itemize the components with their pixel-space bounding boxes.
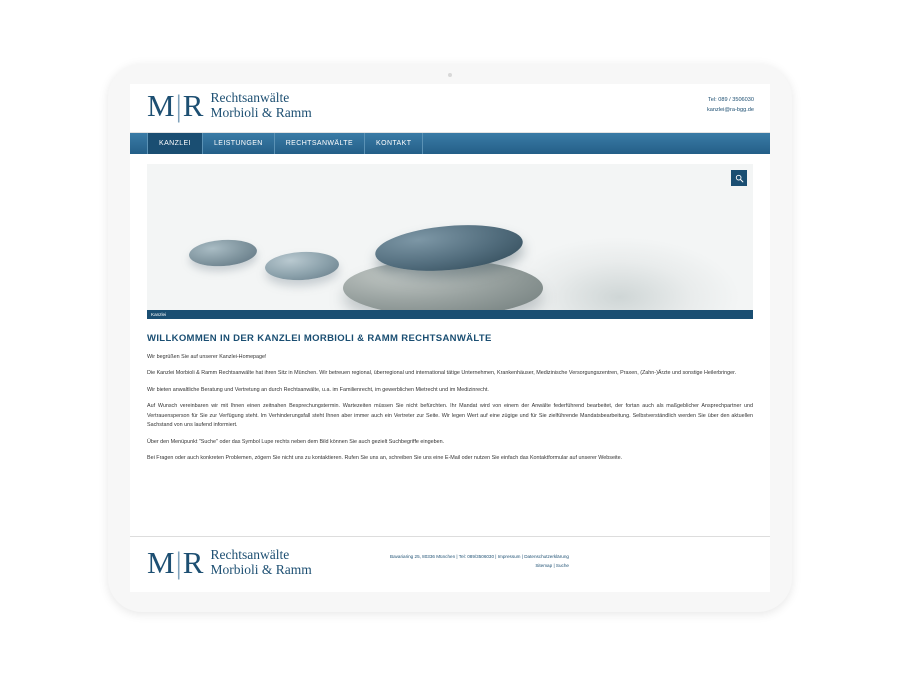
header-email-link[interactable]: kanzlei@ra-bgg.de xyxy=(706,106,754,113)
paragraph-search-hint: Über den Menüpunkt "Suche" oder das Symbol Lupe rechts neben dem Bild können Sie auch gezielt Suchbegriffe eingeben. xyxy=(147,438,445,445)
paragraph-appointment: Auf Wunsch vereinbaren wir mit Ihnen einen zeitnahen Besprechungstermin. Wartezeiten müssen Sie nicht befürchten. Ihr Mandat wird von einem der Anwälte federführend bearbeitet, der fortan auch als maßgeblicher Ansprechpartner und Vertrauensperson für Sie zur Verfügung steht. Im Verhinderungsfall steht Ihnen aber immer auch ein Vertreter zur Seite. Wir legen Wert auf eine zügige und für Sie zielführende Mandatsbearbeitung. Selbstverständlich werden Sie über den aktuellen Sachstand von uns laufend informiert. xyxy=(147,403,753,429)
logo-letter-r: R xyxy=(182,88,205,123)
site-footer xyxy=(130,536,770,592)
footer-logo-letter-m: M xyxy=(147,545,176,580)
website-page xyxy=(130,84,770,592)
logo-divider: | xyxy=(175,88,183,123)
hero-image-stones xyxy=(147,164,753,319)
paragraph-services: Wir bieten anwaltliche Beratung und Vertretung an durch Rechtsanwälte, u.a. im Familienrecht, im gewerblichen Mietrecht und im Medizinrecht. xyxy=(147,386,489,393)
main-navigation xyxy=(130,133,770,154)
logo-line-1: Rechtsanwälte xyxy=(210,89,290,105)
header-contact-block xyxy=(707,96,754,115)
footer-address-line[interactable]: Bavariaring 25, 80336 München | Tel: 089/3506030 | Impressum | Datenschutzerklärung xyxy=(390,554,569,559)
footer-links-line[interactable]: Sitemap | Suche xyxy=(535,562,569,568)
main-content xyxy=(147,319,753,464)
site-header xyxy=(130,84,770,133)
page-title: WILLKOMMEN IN DER KANZLEI MORBIOLI & RAMM RECHTSANWÄLTE xyxy=(147,333,492,344)
paragraph-contact-hint: Bei Fragen oder auch konkreten Problemen, zögern Sie nicht uns zu kontaktieren. Rufen Sie uns an, schreiben Sie uns eine E-Mail oder nutzen Sie einfach das Kontaktformular auf unserer Webseite. xyxy=(147,455,623,462)
footer-logo-letter-r: R xyxy=(182,545,205,580)
footer-logo-line-1: Rechtsanwälte xyxy=(210,546,290,562)
footer-logo-wordmark xyxy=(210,548,311,577)
tablet-screen xyxy=(130,84,770,592)
header-logo[interactable] xyxy=(147,90,312,121)
paragraph-intro: Wir begrüßen Sie auf unserer Kanzlei-Homepage! xyxy=(147,354,267,360)
footer-logo-divider: | xyxy=(175,545,183,580)
front-camera xyxy=(448,73,452,77)
hero-caption: Kanzlei xyxy=(147,310,753,319)
nav-item-kontakt[interactable]: KONTAKT xyxy=(365,133,423,154)
logo-letter-m: M xyxy=(147,88,176,123)
footer-logo-monogram xyxy=(147,547,204,578)
nav-item-rechtsanwaelte[interactable]: RECHTSANWÄLTE xyxy=(275,133,365,154)
nav-item-kanzlei[interactable]: KANZLEI xyxy=(147,133,203,154)
logo-line-2: Morbioli & Ramm xyxy=(210,104,312,120)
paragraph-about: Die Kanzlei Morbioli & Ramm Rechtsanwälte hat ihren Sitz in München. Wir betreuen regional, überregional und international tätige Unternehmen, Krankenhäuser, Medizinische Versorgungszentren, Praxen, (Zahn-)Ärzte und sonstige Heilerbringer. xyxy=(147,370,737,377)
hero-banner xyxy=(147,164,753,319)
nav-item-leistungen[interactable]: LEISTUNGEN xyxy=(203,133,275,154)
logo-wordmark xyxy=(210,91,311,120)
logo-monogram xyxy=(147,90,204,121)
tablet-device-frame xyxy=(108,64,792,612)
stone-shape xyxy=(264,250,339,282)
footer-meta xyxy=(390,553,569,570)
footer-logo[interactable] xyxy=(147,547,312,578)
footer-logo-line-2: Morbioli & Ramm xyxy=(210,561,312,577)
search-icon[interactable] xyxy=(731,170,747,186)
stone-shape xyxy=(188,238,258,269)
header-phone: Tel: 089 / 3506030 xyxy=(707,97,754,103)
